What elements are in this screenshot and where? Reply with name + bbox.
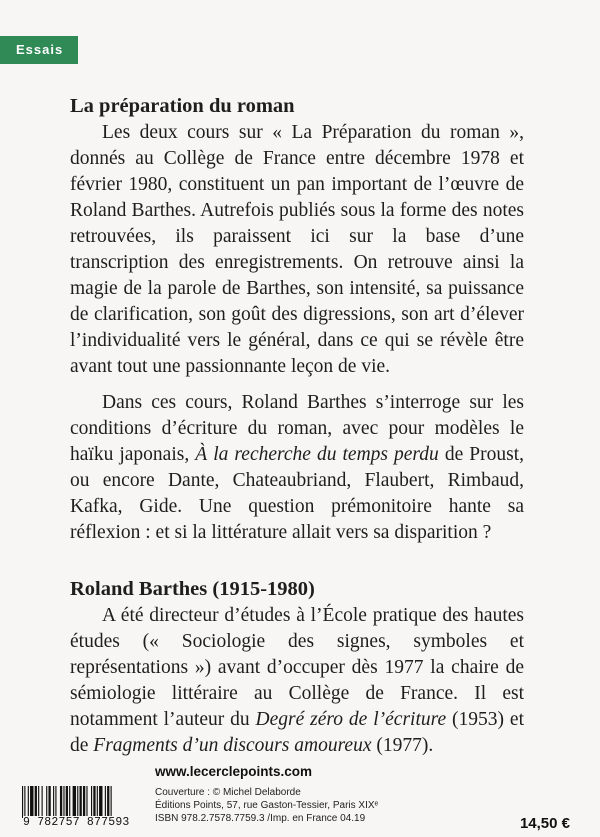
isbn-barcode [20, 786, 150, 830]
barcode-bar [83, 786, 85, 818]
credit-line-isbn: ISBN 978.2.7578.7759.3 /Imp. en France 04.19 [155, 813, 366, 824]
barcode-bar [66, 786, 68, 818]
barcode-bar [91, 786, 92, 818]
barcode-bar [86, 786, 87, 818]
barcode-bar [73, 786, 76, 818]
barcode-bar [60, 786, 62, 818]
author-biography: A été directeur d’études à l’École pratique des hautes études (« Sociologie des signes, symboles et représentations ») avant d’occuper dès 1977 la chaire de sémiologie littéraire au Collège de France. Il est notamment l’auteur du Degré zéro de l’écriture (1953) et de Fragments d’un discours amoureux (1977). [70, 605, 524, 756]
section-title-novel: La préparation du roman [70, 95, 295, 117]
barcode-bar [107, 786, 109, 818]
barcode-bar [93, 786, 95, 818]
barcode-bar [111, 786, 112, 818]
barcode-bar [24, 786, 25, 818]
credit-line-cover: Couverture : © Michel Delaborde [155, 787, 301, 798]
barcode-bar [105, 786, 106, 818]
section-title-author: Roland Barthes (1915-1980) [70, 578, 315, 600]
barcode-bar [77, 786, 78, 818]
barcode-bar [99, 786, 102, 818]
barcode-bar [28, 786, 29, 818]
credits-block [155, 786, 378, 825]
barcode-bar [30, 786, 33, 818]
barcode-bar [35, 786, 37, 818]
publisher-website: www.lecerclepoints.com [155, 764, 313, 779]
barcode-bars [20, 786, 150, 818]
barcode-bar [63, 786, 64, 818]
barcode-bar [38, 786, 39, 818]
novel-description-paragraph-2: Dans ces cours, Roland Barthes s’interroge sur les conditions d’écriture du roman, avec pour modèles le haïku japonais, À la recherche du temps perdu de Proust, ou encore Dante, Chateaubriand, Flaubert, Rimbaud, Kafka, Gide. Une question prémonitoire hante sa réflexion : et si la littérature allait vers sa disparition ? [70, 392, 524, 543]
barcode-bar [69, 786, 70, 818]
barcode-bar [80, 786, 82, 818]
novel-description-paragraph-1: Les deux cours sur « La Préparation du roman », donnés au Collège de France entre décembre 1978 et février 1980, constituent un pan important de l’œuvre de Roland Barthes. Autrefois publiés sous la forme des notes retrouvées, ils paraissent ici sur la base d’une transcription des enregistrements. On retrouve ainsi la magie de la parole de Barthes, son intensité, sa puissance de clarification, son goût des digressions, son art d’élever l’individualité vers le général, dans ce qui se révèle être avant tout une passionnante leçon de vie. [70, 122, 524, 377]
credit-line-publisher: Éditions Points, 57, rue Gaston-Tessier, Paris XIXᵉ [155, 800, 379, 811]
barcode-bar [53, 786, 54, 818]
barcode-bar [55, 786, 56, 818]
back-cover-text [70, 92, 524, 759]
category-tag: Essais [0, 36, 78, 64]
barcode-bar [46, 786, 47, 818]
barcode-bar [42, 786, 43, 818]
price: 14,50 € [519, 815, 570, 832]
barcode-bar [22, 786, 23, 818]
barcode-number: 9 782757 877593 [23, 816, 130, 829]
barcode-bar [48, 786, 50, 818]
barcode-bar [97, 786, 98, 818]
